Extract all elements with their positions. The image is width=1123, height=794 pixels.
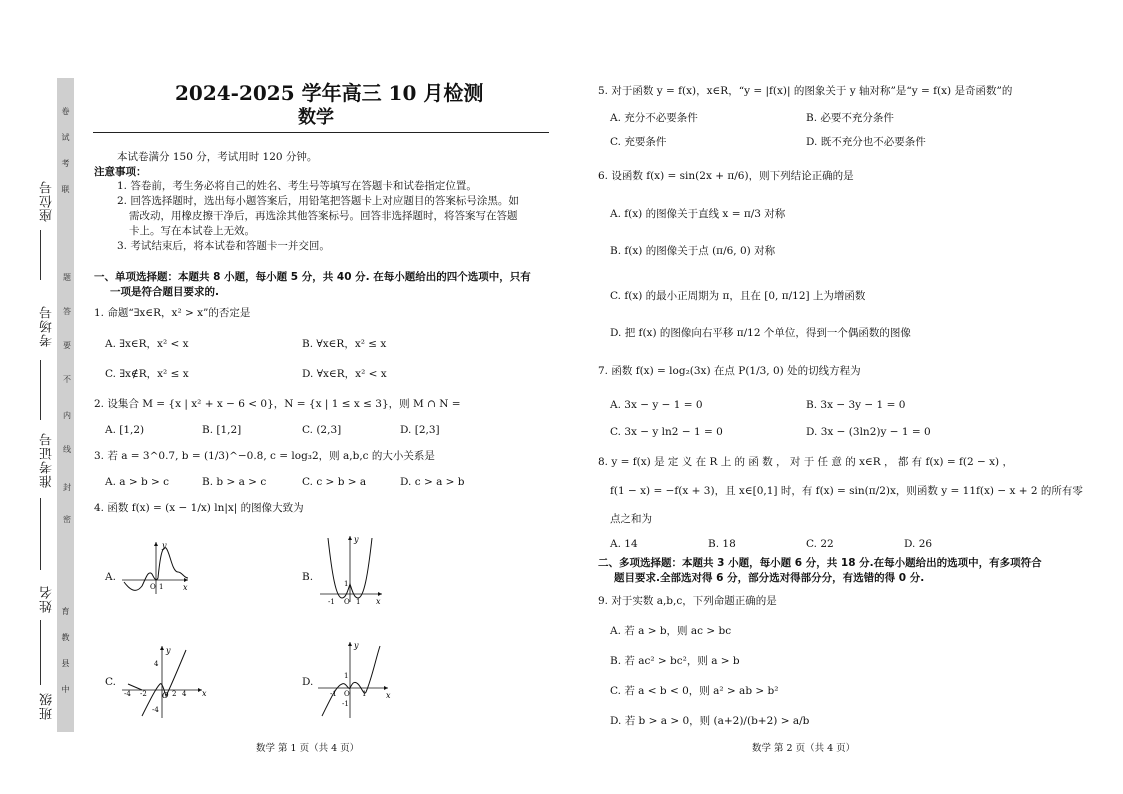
q8-option-a: A. 14 xyxy=(610,538,638,550)
q4-option-c: C. xyxy=(105,676,116,688)
q7-option-d: D. 3x − (3ln2)y − 1 = 0 xyxy=(806,426,931,438)
q4-stem: 4. 函数 f(x) = (x − 1/x) ln|x| 的图像大致为 xyxy=(94,502,304,514)
q8-option-b: B. 18 xyxy=(708,538,736,550)
seal-char: 不 xyxy=(63,375,71,384)
q4-graph-a xyxy=(118,538,194,596)
q2-option-b: B. [1,2] xyxy=(202,424,242,436)
section1-heading: 一、单项选择题：本题共 8 小题，每小题 5 分，共 40 分. 在每小题给出的四个选项中，只有 xyxy=(94,271,531,283)
q8-stem-line1: 8. y = f(x) 是 定 义 在 R 上 的 函 数 ， 对 于 任 意 的 x∈R ， 都 有 f(x) = f(2 − x) ， xyxy=(598,456,1013,468)
q6-option-c: C. f(x) 的最小正周期为 π，且在 [0, π/12] 上为增函数 xyxy=(610,290,866,302)
q4-option-a: A. xyxy=(105,571,116,583)
q5-option-a: A. 充分不必要条件 xyxy=(610,112,698,124)
y-label: y xyxy=(354,641,359,650)
q5-option-b: B. 必要不充分条件 xyxy=(806,112,894,124)
q7-option-a: A. 3x − y − 1 = 0 xyxy=(610,399,703,411)
q8-stem-line2: f(1 − x) = −f(x + 3)，且 x∈[0,1] 时，有 f(x) = sin(π/2)x，则函数 y = 11f(x) − x + 2 的所有零 xyxy=(610,485,1083,497)
blank-line xyxy=(40,360,41,420)
q6-option-b: B. f(x) 的图像关于点 (π/6, 0) 对称 xyxy=(610,245,776,257)
q2-stem: 2. 设集合 M = {x | x² + x − 6 < 0}，N = {x | 1 ≤ x ≤ 3}，则 M ∩ N = xyxy=(94,398,461,410)
origin-label: O xyxy=(344,690,350,698)
x-label: x xyxy=(183,583,188,592)
q3-option-c: C. c > b > a xyxy=(302,476,367,488)
blank-line xyxy=(40,230,41,280)
section1-heading-cont: 一项是符合题目要求的. xyxy=(110,286,219,298)
blank-line xyxy=(40,620,41,685)
strip-char: 县 xyxy=(61,659,70,668)
x-label: x xyxy=(376,597,381,604)
footer-page-1: 数学 第 1 页（共 4 页） xyxy=(256,743,360,754)
note-item: 1. 答卷前，考生务必将自己的姓名、考生号等填写在答题卡和试卷指定位置。 xyxy=(117,180,477,192)
q4-graph-d xyxy=(316,640,392,720)
strip-char: 育 xyxy=(61,607,70,616)
tick-label: 1 xyxy=(159,583,164,591)
q6-stem: 6. 设函数 f(x) = sin(2x + π/6)，则下列结论正确的是 xyxy=(598,170,854,182)
class-label: 班级 xyxy=(40,692,55,720)
seal-char: 内 xyxy=(63,411,71,420)
q1-stem: 1. 命题“∃x∈R，x² > x”的否定是 xyxy=(94,307,251,319)
q9-option-a: A. 若 a > b，则 ac > bc xyxy=(610,625,732,637)
title-rule xyxy=(93,132,549,133)
strip-char: 中 xyxy=(61,685,70,694)
tick-label: 1 xyxy=(344,580,349,588)
tick-label: -1 xyxy=(342,700,349,708)
strip-char: 卷 xyxy=(61,107,70,116)
q3-option-b: B. b > a > c xyxy=(202,476,267,488)
tick-label: 1 xyxy=(344,672,349,680)
q1-option-b: B. ∀x∈R，x² ≤ x xyxy=(302,338,387,350)
q4-option-d: D. xyxy=(302,676,314,688)
footer-page-2: 数学 第 2 页（共 4 页） xyxy=(752,743,856,754)
seal-char: 要 xyxy=(63,341,71,350)
admission-number-label: 准考证号 xyxy=(40,432,55,488)
page-title: 2024-2025 学年高三 10 月检测 xyxy=(175,81,484,105)
tick-label: 1 xyxy=(362,690,367,698)
tick-label: 2 xyxy=(172,690,177,698)
tick-label: -2 xyxy=(140,690,147,698)
y-label: y xyxy=(166,646,171,655)
note-item: 卡上。写在本试卷上无效。 xyxy=(129,225,255,237)
note-item: 3. 考试结束后，将本试卷和答题卡一并交回。 xyxy=(117,240,330,252)
tick-label: 4 xyxy=(182,690,187,698)
q7-option-b: B. 3x − 3y − 1 = 0 xyxy=(806,399,906,411)
q8-option-c: C. 22 xyxy=(806,538,834,550)
strip-char: 教 xyxy=(61,633,70,642)
tick-label: -1 xyxy=(328,598,335,604)
section2-heading-cont: 题目要求.全部选对得 6 分，部分选对得部分分，有选错的得 0 分. xyxy=(614,572,925,584)
blank-line xyxy=(40,498,41,570)
exam-room-label: 考场号 xyxy=(40,305,55,347)
q3-option-d: D. c > a > b xyxy=(400,476,465,488)
seal-char: 答 xyxy=(63,307,71,316)
note-item: 需改动，用橡皮擦干净后，再选涂其他答案标号。回答非选择题时，将答案写在答题 xyxy=(129,210,518,222)
q4-graph-c xyxy=(118,644,210,720)
origin-label: O xyxy=(150,583,156,591)
x-label: x xyxy=(202,689,207,698)
q1-option-a: A. ∃x∈R，x² < x xyxy=(105,338,189,350)
q8-stem-line3: 点之和为 xyxy=(610,513,652,525)
score-line: 本试卷满分 150 分，考试用时 120 分钟。 xyxy=(117,151,318,163)
q5-option-c: C. 充要条件 xyxy=(610,136,667,148)
q3-stem: 3. 若 a = 3^0.7, b = (1/3)^−0.8, c = log₃2，则 a,b,c 的大小关系是 xyxy=(94,450,435,462)
note-item: 2. 回答选择题时，选出每小题答案后，用铅笔把答题卡上对应题目的答案标号涂黑。如 xyxy=(117,195,519,207)
tick-label: -1 xyxy=(330,690,337,698)
subject-title: 数学 xyxy=(298,107,334,128)
q2-option-d: D. [2,3] xyxy=(400,424,440,436)
tick-label: 4 xyxy=(154,660,159,668)
q5-option-d: D. 既不充分也不必要条件 xyxy=(806,136,926,148)
tick-label: -4 xyxy=(124,690,131,698)
q1-option-c: C. ∃x∉R，x² ≤ x xyxy=(105,368,189,380)
seal-char: 线 xyxy=(63,445,71,454)
q9-option-c: C. 若 a < b < 0，则 a² > ab > b² xyxy=(610,685,779,697)
strip-char: 联 xyxy=(61,185,70,194)
q4-option-b: B. xyxy=(302,571,314,583)
q4-graph-b xyxy=(316,534,386,604)
notes-title: 注意事项： xyxy=(94,166,147,178)
q6-option-a: A. f(x) 的图像关于直线 x = π/3 对称 xyxy=(610,208,786,220)
strip-char: 考 xyxy=(61,159,70,168)
y-label: y xyxy=(162,541,167,550)
q3-option-a: A. a > b > c xyxy=(105,476,170,488)
name-label: 姓名 xyxy=(40,585,55,613)
tick-label: 1 xyxy=(356,598,361,604)
origin-label: O xyxy=(344,598,350,604)
x-label: x xyxy=(386,691,391,700)
q8-option-d: D. 26 xyxy=(904,538,933,550)
q5-stem: 5. 对于函数 y = f(x)，x∈R，“y = |f(x)| 的图象关于 y 轴对称”是“y = f(x) 是奇函数”的 xyxy=(598,85,1013,97)
q9-option-b: B. 若 ac² > bc²，则 a > b xyxy=(610,655,740,667)
q6-option-d: D. 把 f(x) 的图像向右平移 π/12 个单位，得到一个偶函数的图像 xyxy=(610,327,911,339)
seal-char: 密 xyxy=(63,515,71,524)
q9-stem: 9. 对于实数 a,b,c，下列命题正确的是 xyxy=(598,595,777,607)
q2-option-a: A. [1,2) xyxy=(105,424,145,436)
origin-label: O xyxy=(162,691,169,700)
y-label: y xyxy=(354,535,359,544)
q7-stem: 7. 函数 f(x) = log₂(3x) 在点 P(1/3, 0) 处的切线方程为 xyxy=(598,365,861,377)
tick-label: -4 xyxy=(152,706,159,714)
q9-option-d: D. 若 b > a > 0，则 (a+2)/(b+2) > a/b xyxy=(610,715,810,727)
q7-option-c: C. 3x − y ln2 − 1 = 0 xyxy=(610,426,723,438)
strip-char: 试 xyxy=(61,133,70,142)
seal-char: 题 xyxy=(63,273,71,282)
q1-option-d: D. ∀x∈R，x² < x xyxy=(302,368,387,380)
q2-option-c: C. (2,3] xyxy=(302,424,342,436)
section2-heading: 二、多项选择题：本题共 3 小题，每小题 6 分，共 18 分.在每小题给出的选项中，有多项符合 xyxy=(598,557,1042,569)
seat-number-label: 座位号 xyxy=(40,180,55,222)
seal-char: 封 xyxy=(63,483,71,492)
